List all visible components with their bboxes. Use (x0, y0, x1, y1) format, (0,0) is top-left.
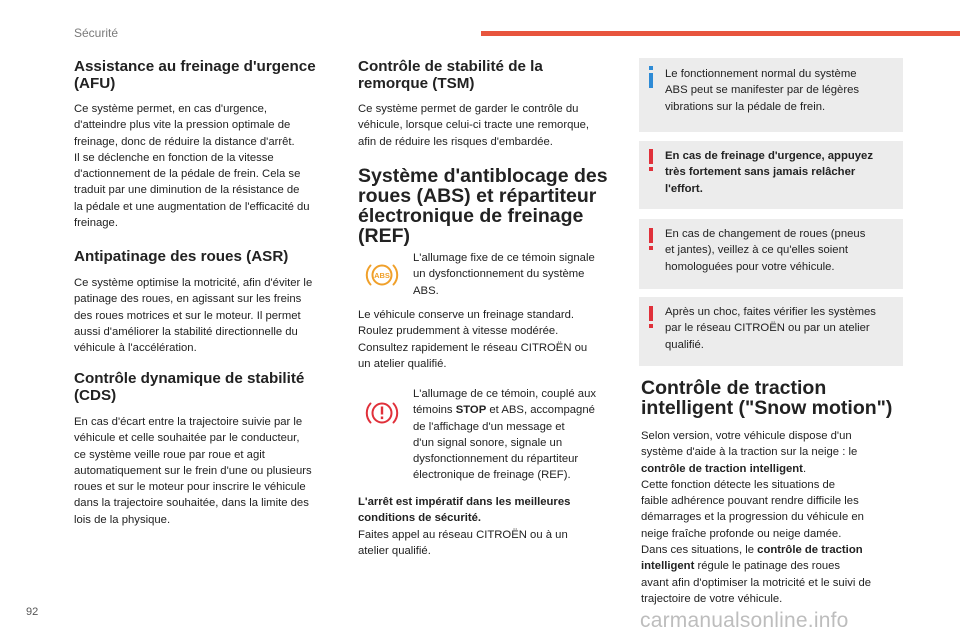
snow-line: . (802, 462, 807, 475)
afu-title (74, 58, 316, 92)
snow-title-line-1: Contrôle de traction (641, 377, 827, 399)
asr-line: patinage des roues, en agissant sur les freins (74, 293, 302, 306)
afu-title-line-2: (AFU) (74, 75, 116, 92)
afu-line: freinage. (74, 217, 118, 230)
snow-motion-title (641, 378, 892, 418)
stop-paragraph (358, 494, 620, 559)
warning-box-line: qualifié. (665, 338, 704, 351)
cds-title (74, 370, 304, 404)
snow-motion-paragraph (641, 428, 913, 607)
afu-line: freinage, donc de réduire la distance d'arrêt. (74, 135, 295, 148)
abs-title-line: (REF) (358, 225, 410, 247)
watermark: carmanualsonline.info (640, 609, 849, 632)
cds-paragraph (74, 414, 344, 528)
abs-warning-paragraph (413, 250, 623, 299)
section-header: Sécurité (74, 26, 119, 40)
abs-consequence-line: un atelier qualifié. (358, 357, 447, 370)
abs-consequence-paragraph (358, 307, 620, 372)
ref-warning-paragraph (413, 386, 625, 484)
snow-line: régule le patinage des roues (694, 560, 841, 573)
abs-title-line: Système d'antiblocage des (358, 165, 608, 187)
abs-title (358, 166, 608, 246)
abs-title-line: roues (ABS) et répartiteur (358, 185, 597, 207)
warning-box-emergency-braking (639, 141, 903, 209)
asr-line: aussi d'améliorer la stabilité directionnelle du (74, 325, 298, 338)
snow-bold-term: contrôle de traction intelligent (641, 462, 803, 475)
tsm-paragraph (358, 101, 620, 150)
snow-line: Cette fonction détecte les situations de (641, 478, 836, 491)
abs-warning-line: ABS. (413, 284, 439, 297)
info-box-line: vibrations sur la pédale de frein. (665, 100, 826, 113)
snow-line: Dans ces situations, le (641, 544, 758, 557)
ref-line: de l'affichage d'un message et (413, 420, 565, 433)
warning-box-line: très fortement sans jamais relâcher (665, 166, 856, 179)
abs-consequence-line: Consultez rapidement le réseau CITROËN ou (358, 341, 588, 354)
info-box-line: Le fonctionnement normal du système (665, 68, 857, 80)
warning-icon (648, 306, 654, 328)
cds-title-line-1: Contrôle dynamique de stabilité (74, 370, 305, 387)
afu-paragraph (74, 101, 344, 231)
afu-title-line-1: Assistance au freinage d'urgence (74, 58, 316, 75)
stop-bold-line: conditions de sécurité. (358, 512, 482, 525)
afu-line: traduit par une diminution de la résistance de (74, 184, 300, 197)
tsm-title-line-2: remorque (TSM) (358, 75, 475, 92)
stop-keyword: STOP (455, 404, 487, 417)
asr-title: Antipatinage des roues (ASR) (74, 248, 289, 265)
cds-line: ce système veille roue par roue et agit (74, 448, 265, 461)
snow-bold-term: contrôle de traction (757, 544, 863, 557)
tsm-line: véhicule, lorsque celui-ci tracte une remorque, (358, 119, 590, 132)
asr-line: des roues motrices et sur le moteur. Il permet (74, 309, 301, 322)
warning-box-wheel-change (639, 219, 903, 289)
warning-box-line: En cas de freinage d'urgence, appuyez (665, 150, 873, 162)
tsm-line: afin de réduire les risques d'embardée. (358, 135, 553, 148)
abs-icon-label: ABS (374, 271, 390, 280)
ref-line: électronique de freinage (REF). (413, 469, 571, 482)
abs-consequence-line: Le véhicule conserve un freinage standard. (358, 309, 575, 321)
afu-line: d'atteindre plus vite la pression optimale de (74, 119, 291, 132)
info-box-text (665, 66, 895, 115)
ref-line: d'un signal sonore, signale un (413, 436, 563, 449)
asr-paragraph (74, 275, 344, 356)
info-icon (648, 66, 654, 88)
ref-line: L'allumage de ce témoin, couplé aux (413, 388, 597, 400)
warning-box-line: homologuées pour votre véhicule. (665, 260, 835, 273)
warning-icon (648, 228, 654, 250)
cds-line: roues et sur le moteur pour inscrire le véhicule (74, 481, 306, 494)
abs-warning-line: un dysfonctionnement du système (413, 268, 585, 281)
tsm-line: Ce système permet de garder le contrôle du (358, 103, 579, 115)
warning-icon (648, 149, 654, 171)
asr-line: Ce système optimise la motricité, afin d'éviter le (74, 277, 313, 289)
ref-line: dysfonctionnement du répartiteur (413, 453, 579, 466)
abs-warning-line: L'allumage fixe de ce témoin signale (413, 252, 595, 264)
cds-line: dans la trajectoire souhaitée, dans la limite des (74, 497, 309, 510)
warning-box-line: par le réseau CITROËN ou par un atelier (665, 322, 870, 335)
warning-box-text (665, 304, 895, 353)
stop-line: atelier qualifié. (358, 544, 431, 557)
cds-line: automatiquement sur le frein d'une ou plusieurs (74, 464, 312, 477)
ref-line: témoins (413, 404, 456, 417)
abs-consequence-line: Roulez prudemment à vitesse modérée. (358, 325, 559, 338)
warning-box-line: Après un choc, faites vérifier les systèmes (665, 306, 876, 318)
afu-line: d'actionnement de la pédale de frein. Cela se (74, 168, 301, 181)
cds-line: lois de la physique. (74, 513, 171, 526)
warning-box-line: et jantes), veillez à ce qu'elles soient (665, 244, 849, 257)
snow-line: faible adhérence pouvant rendre difficile les (641, 495, 859, 508)
tsm-title (358, 58, 543, 92)
header-accent-bar (481, 31, 960, 36)
page-number: 92 (26, 606, 39, 618)
stop-line: Faites appel au réseau CITROËN ou à un (358, 528, 568, 541)
warning-box-line: En cas de changement de roues (pneus (665, 228, 866, 240)
cds-title-line-2: (CDS) (74, 387, 117, 404)
afu-line: Il se déclenche en fonction de la vitesse (74, 151, 274, 164)
tsm-title-line-1: Contrôle de stabilité de la (358, 58, 543, 75)
afu-line: la pédale et une augmentation de l'efficacité du (74, 200, 310, 213)
snow-line: système d'aide à la traction sur la neige : le (641, 446, 858, 459)
snow-line: Selon version, votre véhicule dispose d'un (641, 430, 852, 442)
info-box-abs-vibrations (639, 58, 903, 132)
warning-box-line: l'effort. (665, 182, 703, 195)
ref-line: et ABS, accompagné (486, 404, 595, 417)
abs-title-line: électronique de freinage (358, 205, 584, 227)
snow-title-line-2: intelligent ("Snow motion") (641, 397, 893, 419)
warning-box-after-impact (639, 297, 903, 366)
snow-line: neige fraîche profonde ou neige damée. (641, 527, 842, 540)
afu-line: Ce système permet, en cas d'urgence, (74, 103, 268, 115)
brake-ref-warning-icon (364, 396, 400, 430)
asr-line: véhicule à l'accélération. (74, 342, 197, 355)
abs-warning-icon (364, 258, 400, 292)
warning-box-text (665, 226, 895, 275)
snow-line: trajectoire de votre véhicule. (641, 592, 783, 605)
snow-bold-term: intelligent (641, 560, 695, 573)
snow-line: avant afin d'optimiser la motricité et le suivi de (641, 576, 872, 589)
snow-line: démarrages et la progression du véhicule en (641, 511, 864, 524)
cds-line: En cas d'écart entre la trajectoire suivie par le (74, 416, 303, 428)
stop-bold-line: L'arrêt est impératif dans les meilleures (358, 496, 571, 508)
warning-box-text (665, 148, 895, 197)
cds-line: véhicule et celle souhaitée par le conducteur, (74, 432, 300, 445)
info-box-line: ABS peut se manifester par de légères (665, 84, 860, 97)
